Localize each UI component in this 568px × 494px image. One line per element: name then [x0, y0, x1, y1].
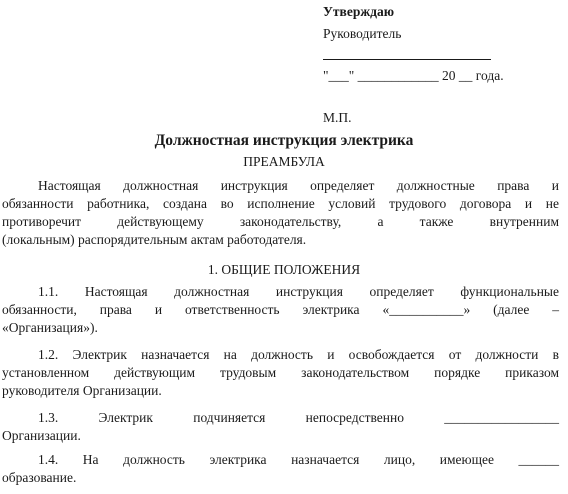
- seal-placeholder: М.П.: [323, 110, 352, 125]
- approval-date-line: "___" ____________ 20 __ года.: [323, 68, 504, 83]
- clause-1-2: [2, 346, 559, 400]
- approval-role: Руководитель: [323, 26, 402, 41]
- text-line: (локальным) распорядительным актам работодателя.: [2, 232, 307, 247]
- text-line: обязанности работника, созданa во исполнение условий трудового договора и не: [2, 196, 559, 211]
- section-heading-general: 1. ОБЩИЕ ПОЛОЖЕНИЯ: [207, 262, 361, 277]
- text-line: 1.1. Настоящая должностная инструкция определяет функциональные: [38, 284, 559, 299]
- text-line: обязанности, права и ответственность электрика «___________» (далее –: [2, 302, 559, 317]
- text-line: противоречит действующему законодательству, а также внутренним: [2, 214, 559, 229]
- text-line: 1.4. На должность электрика назначается лицо, имеющее ______: [38, 452, 559, 467]
- clause-1-3: [2, 409, 559, 445]
- text-line: 1.2. Электрик назначается на должность и освобождается от должности в: [38, 347, 559, 362]
- text-line: 1.3. Электрик подчиняется непосредственно _________________: [38, 410, 559, 425]
- approval-title: Утверждаю: [323, 4, 395, 19]
- text-line: руководителя Организации.: [2, 383, 162, 398]
- text-line: установленном действующим трудовым законодательством порядке приказом: [2, 365, 559, 380]
- signature-line: [323, 59, 491, 60]
- text-line: Настоящая должностная инструкция определяет должностные права и: [38, 178, 559, 193]
- document-title: Должностная инструкция электрика: [154, 132, 414, 149]
- preamble-paragraph: [2, 177, 559, 249]
- preamble-heading: ПРЕАМБУЛА: [243, 154, 325, 169]
- text-line: образование.: [2, 470, 77, 485]
- text-line: «Организация»).: [2, 320, 98, 335]
- clause-1-1: [2, 283, 559, 337]
- text-line: Организации.: [2, 428, 81, 443]
- clause-1-4: [2, 451, 559, 487]
